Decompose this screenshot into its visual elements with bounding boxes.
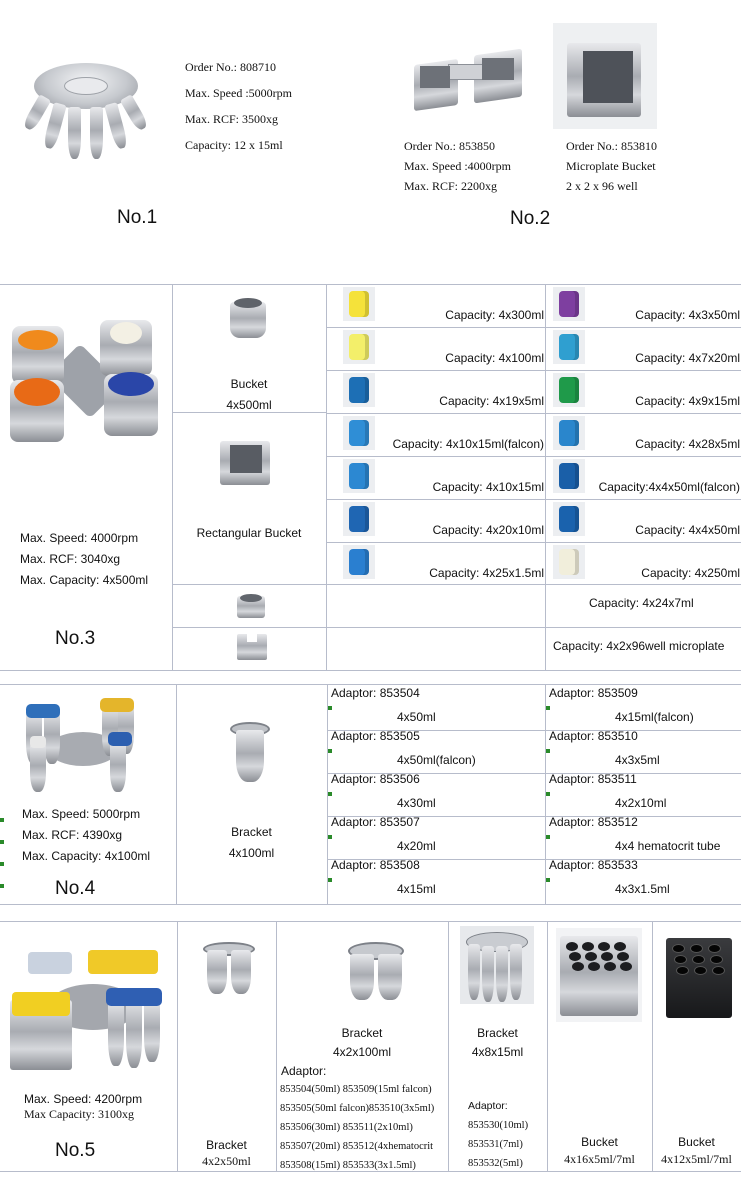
list-item: 853504(50ml) 853509(15ml falcon) <box>280 1084 432 1095</box>
bucket-hole <box>712 966 725 975</box>
no4-adaptor-right-4: Adaptor: 853533 <box>549 858 638 872</box>
bucket-hole <box>569 952 581 961</box>
no1-capacity: Capacity: 12 x 15ml <box>185 138 283 152</box>
no3-adaptor-left-2-image <box>343 373 375 407</box>
bucket-hole <box>601 952 613 961</box>
bucket-hole <box>617 952 629 961</box>
microplate-bucket-image <box>553 23 657 129</box>
bucket-hole <box>674 955 687 964</box>
no2-speed: Max. Speed :4000rpm <box>404 159 511 173</box>
no2-order-853850: Order No.: 853850 <box>404 139 495 153</box>
bucket-hole <box>676 966 689 975</box>
no4-adaptor-right-2-capacity: 4x2x10ml <box>615 796 667 810</box>
bucket-hole <box>690 944 703 953</box>
no5-col2-name: Bracket <box>341 1026 383 1040</box>
no4-rcf: Max. RCF: 4390xg <box>22 828 123 842</box>
no5-col3-image <box>460 926 534 1004</box>
no3-adaptor-left-4-image <box>343 459 375 493</box>
no5-specs <box>24 1092 142 1122</box>
no3-rcf: Max. RCF: 3040xg <box>20 552 121 566</box>
no3-title: No.3 <box>55 628 96 649</box>
no5-col2-cap: 4x2x100ml <box>332 1045 392 1059</box>
no2-left-specs <box>404 136 511 196</box>
bucket-hole <box>566 942 578 951</box>
bucket-hole <box>708 944 721 953</box>
no3-specs <box>20 528 148 591</box>
no3-capacity-left-3: Capacity: 4x10x15ml(falcon) <box>392 437 544 451</box>
no4-rotor-image <box>18 692 148 794</box>
no5-col3-name: Bracket <box>477 1026 518 1040</box>
no3-adaptor-right-0-image <box>553 287 585 321</box>
bucket-hole <box>588 962 600 971</box>
no4-adaptor-left-3: Adaptor: 853507 <box>331 815 420 829</box>
no5-rotor-image <box>8 940 168 1090</box>
no5-col1-cap: 4x2x50ml <box>202 1154 251 1168</box>
no3-bucket-label <box>172 374 326 416</box>
no3-capacity-left-5: Capacity: 4x20x10ml <box>432 523 544 537</box>
rotor-853850-image <box>408 44 528 114</box>
no5-title: No.5 <box>55 1140 96 1161</box>
no3-capacity-right-0: Capacity: 4x3x50ml <box>635 308 740 322</box>
no3-bucket-name: Bucket <box>230 377 268 391</box>
no3-extra2-capacity: Capacity: 4x2x96well microplate <box>553 639 725 653</box>
no3-capacity-right-2: Capacity: 4x9x15ml <box>635 394 740 408</box>
no2-right-specs <box>566 136 657 196</box>
list-item: 853531(7ml) <box>468 1139 523 1150</box>
no4-adaptor-right-4-capacity: 4x3x1.5ml <box>615 882 670 896</box>
no3-rotor-image <box>10 318 160 446</box>
no3-adaptor-left-3-image <box>343 416 375 450</box>
no3-adaptor-left-5-image <box>343 502 375 536</box>
bucket-hole <box>672 944 685 953</box>
no4-adaptor-left-3-capacity: 4x20ml <box>397 839 436 853</box>
no5-col5-name: Bucket <box>678 1135 715 1149</box>
list-item: 853505(50ml falcon)853510(3x5ml) <box>280 1103 435 1114</box>
bucket-hole <box>598 942 610 951</box>
no3-adaptor-left-0-image <box>343 287 375 321</box>
list-item: 853508(15ml) 853533(3x1.5ml) <box>280 1160 416 1171</box>
no3-adaptor-left-6-image <box>343 545 375 579</box>
no5-col2-image <box>344 934 408 1002</box>
bucket-hole <box>694 966 707 975</box>
list-item: 853506(30ml) 853511(2x10ml) <box>280 1122 413 1133</box>
no3-bucket-image <box>230 298 266 338</box>
no4-title: No.4 <box>55 878 96 899</box>
list-item: 853530(10ml) <box>468 1120 529 1131</box>
no3-bucket-cap: 4x500ml <box>226 398 272 412</box>
no5-col1-image <box>203 940 255 996</box>
no4-capacity: Max. Capacity: 4x100ml <box>22 849 151 863</box>
no3-rect-bucket-image <box>218 435 272 487</box>
no4-adaptor-left-2-capacity: 4x30ml <box>397 796 436 810</box>
no5-col3-list <box>468 1116 528 1173</box>
no1-specs <box>185 57 292 155</box>
no3-adaptor-right-5-image <box>553 502 585 536</box>
bucket-hole <box>572 962 584 971</box>
no3-capacity: Max. Capacity: 4x500ml <box>20 573 149 587</box>
no3-adaptor-right-4-image <box>553 459 585 493</box>
bucket-hole <box>582 942 594 951</box>
rotor-808710-image <box>22 55 150 165</box>
no4-adaptor-left-0-capacity: 4x50ml <box>397 710 436 724</box>
no4-adaptor-left-4: Adaptor: 853508 <box>331 858 420 872</box>
no3-adaptor-right-1-image <box>553 330 585 364</box>
no1-title: No.1 <box>117 207 158 228</box>
no4-adaptor-left-4-capacity: 4x15ml <box>397 882 436 896</box>
no2-rcf: Max. RCF: 2200xg <box>404 179 498 193</box>
no3-capacity-right-5: Capacity: 4x4x50ml <box>635 523 740 537</box>
no4-bracket-name: Bracket <box>231 825 272 839</box>
no3-capacity-right-3: Capacity: 4x28x5ml <box>635 437 740 451</box>
no3-speed: Max. Speed: 4000rpm <box>20 531 139 545</box>
no4-adaptor-left-1: Adaptor: 853505 <box>331 729 420 743</box>
no5-col2-title <box>276 1024 448 1062</box>
no5-col3-title <box>448 1024 547 1062</box>
no5-col5-cap: 4x12x5ml/7ml <box>661 1152 732 1166</box>
no5-col4-cap: 4x16x5ml/7ml <box>564 1152 635 1166</box>
no5-col1-label <box>177 1138 276 1170</box>
bucket-hole <box>620 962 632 971</box>
bucket-hole <box>604 962 616 971</box>
no5-col4-name: Bucket <box>581 1135 618 1149</box>
no3-adaptor-right-3-image <box>553 416 585 450</box>
no5-col5-label <box>652 1135 741 1169</box>
no3-rect-label: Rectangular Bucket <box>196 526 302 540</box>
no4-bracket-cap: 4x100ml <box>228 846 275 860</box>
no4-adaptor-right-1-capacity: 4x3x5ml <box>615 753 660 767</box>
list-item: 853507(20ml) 853512(4xhematocrit <box>280 1141 434 1152</box>
no1-speed: Max. Speed :5000rpm <box>185 86 292 100</box>
no3-adaptor-right-6-image <box>553 545 585 579</box>
no2-microplate-label: Microplate Bucket <box>566 159 656 173</box>
no1-rcf: Max. RCF: 3500xg <box>185 112 279 126</box>
no4-adaptor-left-1-capacity: 4x50ml(falcon) <box>397 753 476 767</box>
no5-col2-adaptor: Adaptor: <box>281 1064 327 1078</box>
list-item: 853532(5ml) <box>468 1158 523 1169</box>
no3-capacity-left-2: Capacity: 4x19x5ml <box>439 394 544 408</box>
no4-adaptor-left-2: Adaptor: 853506 <box>331 772 420 786</box>
no3-capacity-left-1: Capacity: 4x100ml <box>445 351 544 365</box>
no3-adaptor-left-1-image <box>343 330 375 364</box>
no5-col3-cap: 4x8x15ml <box>471 1045 524 1059</box>
no5-col4-label <box>547 1135 652 1169</box>
no4-adaptor-right-0: Adaptor: 853509 <box>549 686 638 700</box>
no2-well-label: 2 x 2 x 96 well <box>566 179 638 193</box>
no3-capacity-right-4: Capacity:4x4x50ml(falcon) <box>598 480 740 494</box>
no3-extra1-image <box>237 592 265 620</box>
no4-specs <box>22 804 150 867</box>
no4-adaptor-right-3: Adaptor: 853512 <box>549 815 638 829</box>
no3-capacity-left-0: Capacity: 4x300ml <box>445 308 544 322</box>
no5-speed: Max. Speed: 4200rpm <box>24 1092 143 1106</box>
no4-adaptor-right-3-capacity: 4x4 hematocrit tube <box>615 839 721 853</box>
no3-capacity-right-1: Capacity: 4x7x20ml <box>635 351 740 365</box>
no3-adaptor-right-2-image <box>553 373 585 407</box>
no4-bracket-image <box>230 722 270 784</box>
no3-capacity-left-4: Capacity: 4x10x15ml <box>432 480 544 494</box>
no3-capacity-right-6: Capacity: 4x250ml <box>641 566 740 580</box>
no1-order: Order No.: 808710 <box>185 60 276 74</box>
no5-col3-adaptor: Adaptor: <box>468 1100 508 1112</box>
no4-speed: Max. Speed: 5000rpm <box>22 807 141 821</box>
no5-col2-list <box>280 1080 434 1175</box>
no5-col5-image <box>664 936 734 1020</box>
no3-capacity-left-6: Capacity: 4x25x1.5ml <box>429 566 544 580</box>
no4-bracket-label <box>176 822 327 864</box>
no3-extra1-capacity: Capacity: 4x24x7ml <box>589 596 694 610</box>
no4-adaptor-right-1: Adaptor: 853510 <box>549 729 638 743</box>
bucket-hole <box>585 952 597 961</box>
bucket-hole <box>710 955 723 964</box>
no4-adaptor-right-2: Adaptor: 853511 <box>549 772 637 786</box>
no4-adaptor-left-0: Adaptor: 853504 <box>331 686 420 700</box>
no5-col4-image <box>556 928 642 1022</box>
no3-extra2-image <box>237 632 267 662</box>
no4-adaptor-right-0-capacity: 4x15ml(falcon) <box>615 710 694 724</box>
bucket-hole <box>692 955 705 964</box>
bucket-hole <box>614 942 626 951</box>
no2-order-853810: Order No.: 853810 <box>566 139 657 153</box>
no5-col1-name: Bracket <box>206 1138 247 1152</box>
no2-title: No.2 <box>510 208 551 229</box>
no5-rcf: Max Capacity: 3100xg <box>24 1107 134 1121</box>
